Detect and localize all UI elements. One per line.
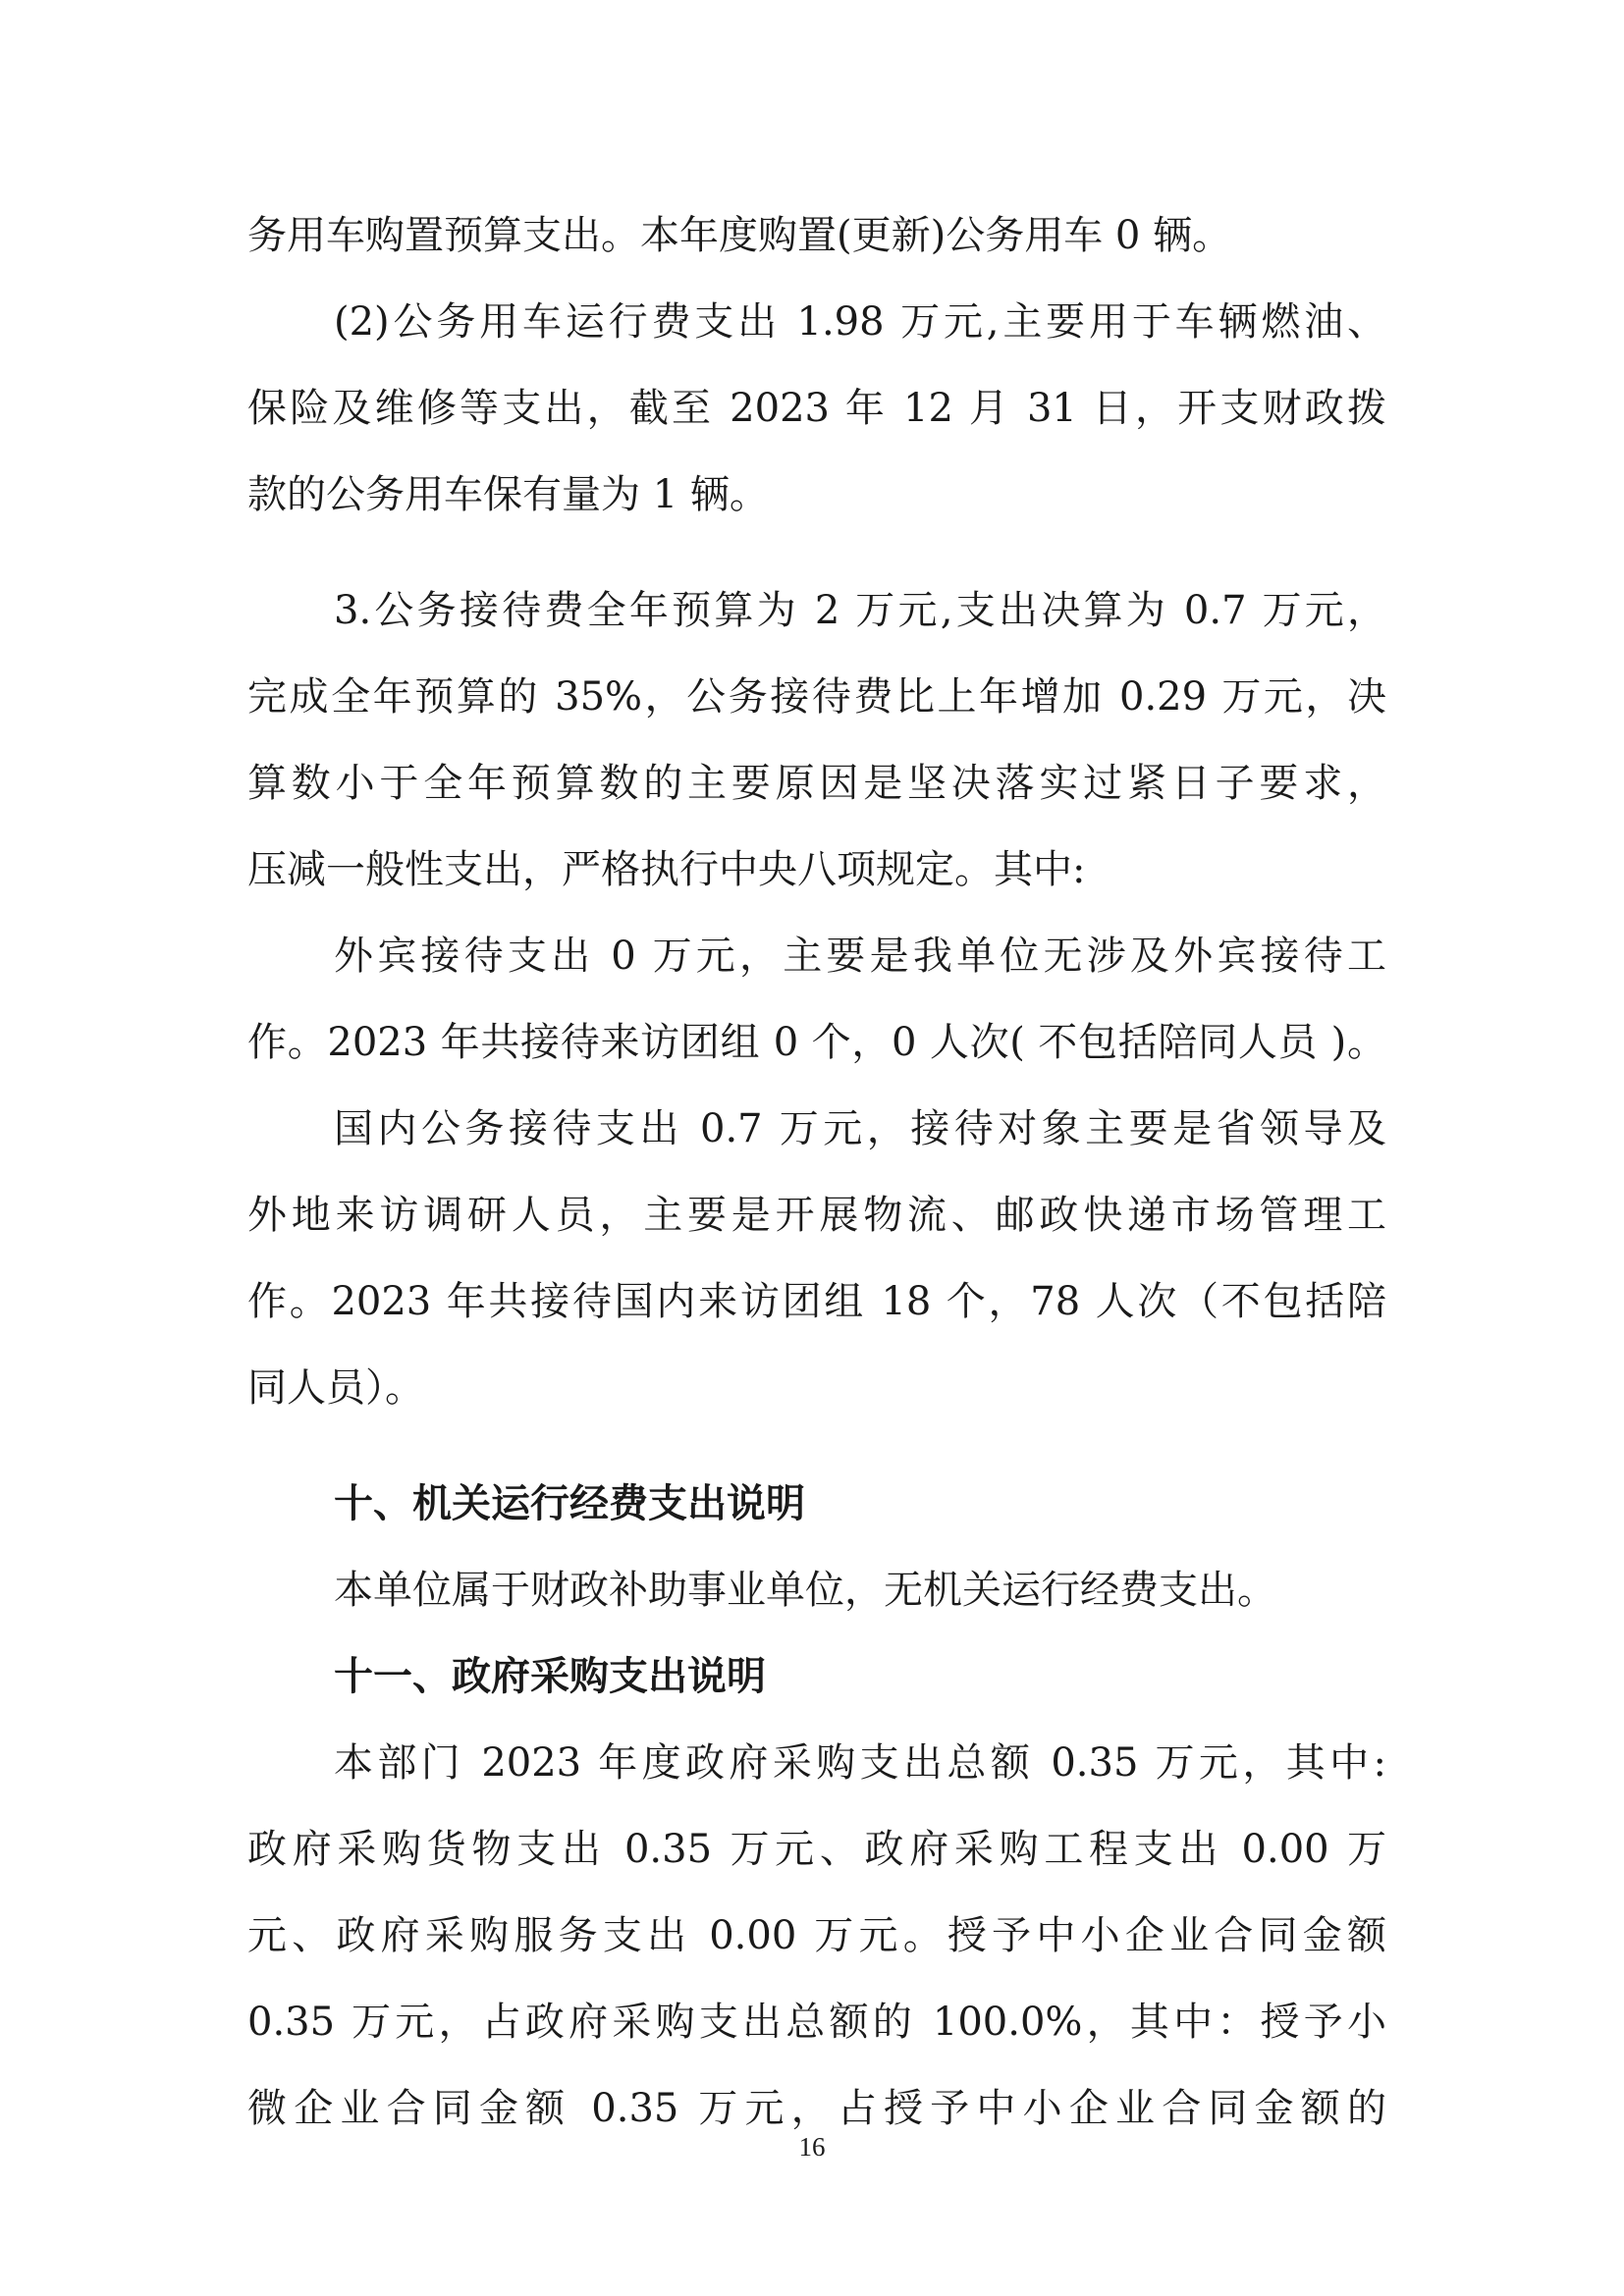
text-line: 本部门 2023 年度政府采购支出总额 0.35 万元，其中: <box>334 1740 1386 1786</box>
page-number: 16 <box>798 2132 826 2162</box>
text-line: 3.公务接待费全年预算为 2 万元,支出决算为 0.7 万元， <box>334 588 1386 633</box>
text-line: 作。2023 年共接待来访团组 0 个，0 人次( 不包括陪同人员 )。 <box>247 1020 1386 1065</box>
text-line: 保险及维修等支出，截至 2023 年 12 月 31 日，开支财政拨 <box>247 386 1386 431</box>
section-heading: 十一、政府采购支出说明 <box>334 1654 766 1699</box>
text-line: 0.35 万元，占政府采购支出总额的 100.0%，其中：授予小 <box>247 2000 1386 2045</box>
text-line: 微企业合同金额 0.35 万元，占授予中小企业合同金额的 <box>247 2086 1386 2131</box>
document-body <box>247 192 1386 2152</box>
text-line: 本单位属于财政补助事业单位，无机关运行经费支出。 <box>334 1568 1276 1613</box>
text-line: 元、政府采购服务支出 0.00 万元。授予中小企业合同金额 <box>247 1913 1386 1958</box>
text-line: 务用车购置预算支出。本年度购置(更新)公务用车 0 辆。 <box>247 213 1232 258</box>
text-line: 同人员）。 <box>247 1365 424 1411</box>
text-line: 外宾接待支出 0 万元，主要是我单位无涉及外宾接待工 <box>334 934 1386 979</box>
text-line: (2)公务用车运行费支出 1.98 万元,主要用于车辆燃油、 <box>334 299 1386 345</box>
text-line: 算数小于全年预算数的主要原因是坚决落实过紧日子要求， <box>247 761 1386 806</box>
text-line: 外地来访调研人员，主要是开展物流、邮政快递市场管理工 <box>247 1193 1386 1238</box>
text-line: 作。2023 年共接待国内来访团组 18 个，78 人次（不包括陪 <box>247 1279 1386 1324</box>
section-heading: 十、机关运行经费支出说明 <box>334 1481 805 1526</box>
text-line: 政府采购货物支出 0.35 万元、政府采购工程支出 0.00 万 <box>247 1827 1386 1872</box>
text-line: 压减一般性支出，严格执行中央八项规定。其中: <box>247 847 1086 892</box>
text-line: 完成全年预算的 35%，公务接待费比上年增加 0.29 万元，决 <box>247 674 1386 720</box>
text-line: 国内公务接待支出 0.7 万元，接待对象主要是省领导及 <box>334 1106 1386 1151</box>
text-line: 款的公务用车保有量为 1 辆。 <box>247 472 769 517</box>
